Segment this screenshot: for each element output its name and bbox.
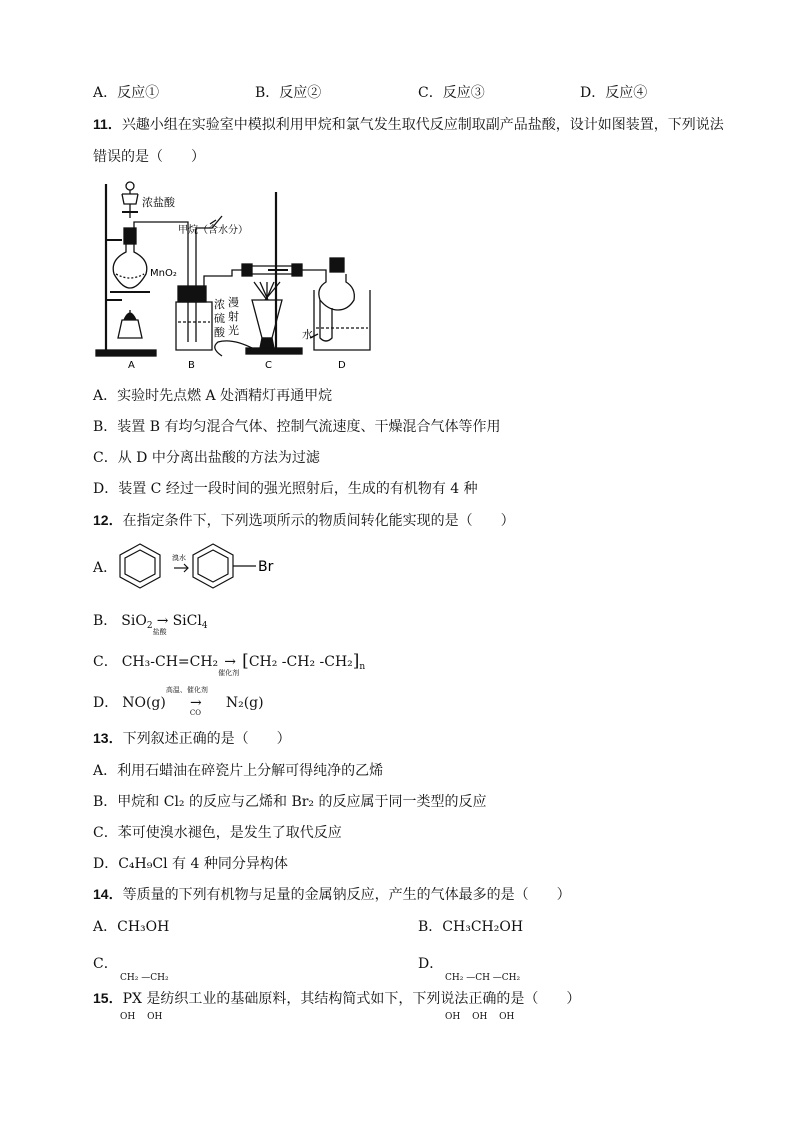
q14-d-top: CH₂ —CH —CH₂ bbox=[445, 973, 521, 983]
q14-number: 14． bbox=[93, 886, 123, 902]
q12-c-n: n bbox=[359, 662, 366, 672]
q12-b-left: SiO bbox=[121, 613, 147, 629]
q12-number: 12． bbox=[93, 512, 123, 528]
q14-stem-text: 等质量的下列有机物与足量的金属钠反应，产生的气体最多的是（ ） bbox=[122, 887, 571, 903]
q14-d-bottom: OH OH OH bbox=[445, 1012, 515, 1022]
q12-a-condition: 溴水 bbox=[172, 554, 186, 562]
fig-label-light-1: 漫 bbox=[228, 296, 239, 309]
q11-apparatus-figure bbox=[92, 178, 392, 370]
q11-stem-line2: 错误的是（ ） bbox=[93, 149, 205, 165]
q12-stem-text: 在指定条件下，下列选项所示的物质间转化能实现的是（ ） bbox=[122, 513, 515, 529]
q12-d-left: NO(g) bbox=[122, 695, 166, 711]
q13-stem-text: 下列叙述正确的是（ ） bbox=[122, 731, 291, 747]
q12-d-condition-top: 高温、催化剂 bbox=[165, 686, 208, 694]
q13-option-a: A．利用石蜡油在碎瓷片上分解可得纯净的乙烯 bbox=[93, 763, 384, 779]
fig-label-h2so4-3: 酸 bbox=[214, 326, 225, 339]
q11-number: 11． bbox=[93, 116, 122, 132]
q13-option-d: D．C₄H₉Cl 有 4 种同分异构体 bbox=[93, 856, 288, 872]
q10-option-d: D．反应④ bbox=[580, 85, 648, 101]
q12-stem bbox=[93, 510, 515, 530]
q12-a-br: Br bbox=[258, 559, 274, 575]
q13-number: 13． bbox=[93, 730, 123, 746]
q14-c-top: CH₂ —CH₂ bbox=[120, 973, 169, 983]
q11-option-a: A．实验时先点燃 A 处酒精灯再通甲烷 bbox=[93, 388, 333, 404]
q14-stem bbox=[93, 884, 571, 904]
q12-option-b: B． SiO$_2$ → 盐酸 SiCl$_4$ bbox=[93, 613, 208, 636]
fig-label-h2so4-1: 浓 bbox=[214, 298, 225, 311]
fig-label-light-2: 射 bbox=[228, 310, 239, 323]
q13-option-c: C．苯可使溴水褪色，是发生了取代反应 bbox=[93, 825, 342, 841]
q14-option-d-label: D． bbox=[418, 956, 444, 972]
fig-label-conc-hcl: 浓盐酸 bbox=[142, 196, 175, 209]
q10-option-a: A．反应① bbox=[93, 85, 160, 101]
q12-d-condition-bottom: CO bbox=[189, 709, 201, 717]
fig-label-h2so4-2: 硫 bbox=[214, 312, 225, 325]
q11-option-c: C．从 D 中分离出盐酸的方法为过滤 bbox=[93, 450, 320, 466]
q12-option-c: C． CH₃-CH=CH₂ → 催化剂 [CH₂ -CH₂ $-CH_2]_n$ bbox=[93, 651, 366, 677]
fig-label-methane: 甲烷（含水分） bbox=[178, 225, 248, 236]
q12-option-d: D． NO(g) → 高温、催化剂 CO N₂(g) bbox=[93, 686, 264, 717]
fig-label-c: C bbox=[265, 360, 272, 370]
q15-stem-text: PX 是纺织工业的基础原料，其结构简式如下，下列说法正确的是（ ） bbox=[122, 991, 581, 1007]
q11-option-b: B．装置 B 有均匀混合气体、控制气流速度、干燥混合气体等作用 bbox=[93, 419, 501, 435]
q14-c-bottom: OH OH bbox=[120, 1012, 163, 1022]
q14-option-a: A．CH₃OH bbox=[93, 919, 170, 935]
q14-option-c-label: C． bbox=[93, 956, 118, 972]
q13-option-b: B．甲烷和 Cl₂ 的反应与乙烯和 Br₂ 的反应属于同一类型的反应 bbox=[93, 794, 487, 810]
q11-stem-line1 bbox=[93, 114, 724, 134]
fig-label-water: 水 bbox=[302, 328, 313, 341]
q12-b-condition: 盐酸 bbox=[152, 628, 167, 636]
q12-c-label: C． bbox=[93, 654, 118, 670]
fig-label-mno2: MnO₂ bbox=[150, 268, 177, 279]
q12-b-label: B． bbox=[93, 613, 118, 629]
fig-label-light-3: 光 bbox=[228, 324, 239, 337]
q15-number: 15． bbox=[93, 990, 123, 1006]
q11-option-d: D．装置 C 经过一段时间的强光照射后，生成的有机物有 4 种 bbox=[93, 481, 478, 497]
q13-stem bbox=[93, 728, 291, 748]
fig-label-b: B bbox=[188, 360, 195, 370]
q12-option-a-structures bbox=[116, 540, 286, 594]
q12-d-label: D． bbox=[93, 695, 119, 711]
fig-label-d: D bbox=[338, 360, 346, 370]
q12-c-right: CH₂ -CH₂ -CH₂ bbox=[248, 654, 353, 670]
q12-option-a-label: A． bbox=[93, 560, 118, 576]
q12-c-left: CH₃-CH=CH₂ bbox=[121, 654, 219, 670]
q14-option-b: B．CH₃CH₂OH bbox=[418, 919, 524, 935]
q12-c-condition: 催化剂 bbox=[218, 669, 240, 677]
q12-b-right: SiCl bbox=[172, 613, 202, 629]
q12-d-right: N₂(g) bbox=[225, 695, 264, 711]
q10-option-c: C．反应③ bbox=[418, 85, 485, 101]
q10-option-b: B．反应② bbox=[255, 85, 322, 101]
fig-label-a: A bbox=[128, 360, 135, 370]
q11-stem-text: 兴趣小组在实验室中模拟利用甲烷和氯气发生取代反应制取副产品盐酸，设计如图装置，下列说法 bbox=[121, 117, 724, 133]
q15-stem bbox=[93, 988, 580, 1008]
